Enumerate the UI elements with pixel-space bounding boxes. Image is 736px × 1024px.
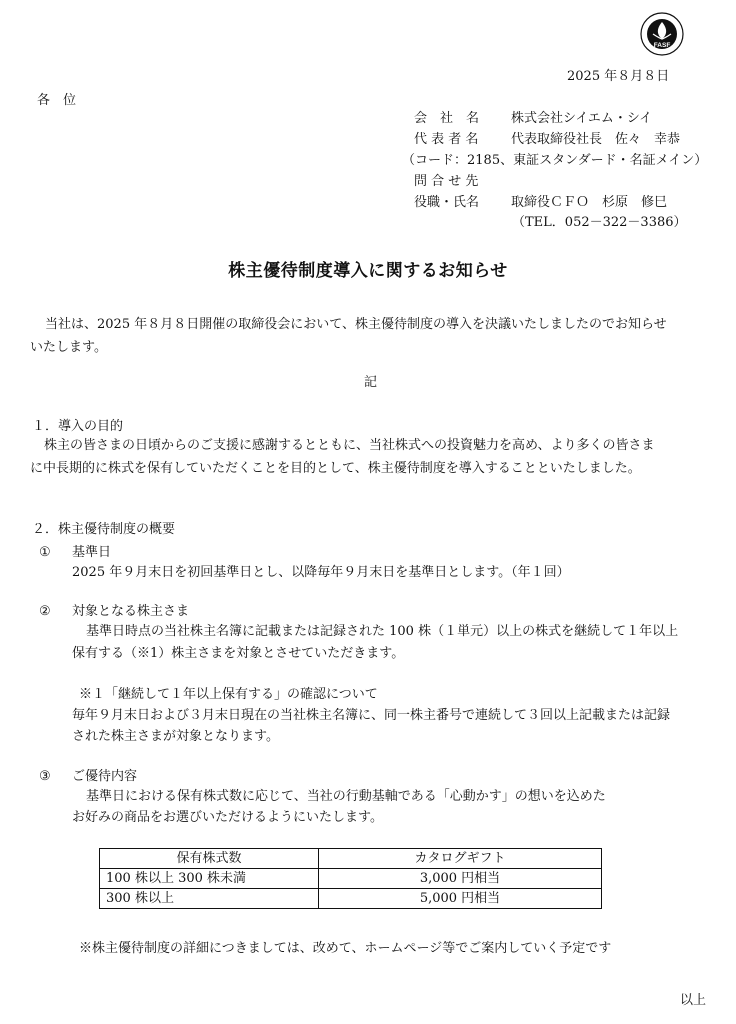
recipient: 各 位 — [37, 93, 77, 108]
table-cell: 300 株以上 — [100, 889, 319, 909]
table-cell: 5,000 円相当 — [319, 889, 602, 909]
svg-text:FASF: FASF — [653, 42, 671, 49]
table-cell: 100 株以上 300 株未満 — [100, 869, 319, 889]
table-header: 保有株式数 — [100, 849, 319, 869]
position-label: 役職・氏名 — [414, 195, 480, 210]
table-cell: 3,000 円相当 — [319, 869, 602, 889]
end-marker: 以上 — [680, 993, 707, 1008]
representative-label: 代 表 者 名 — [414, 132, 479, 147]
item1-number: ① — [39, 545, 51, 560]
contact-person: 取締役ＣＦＯ 杉原 修巳 — [511, 195, 668, 210]
contact-label: 問 合 せ 先 — [414, 174, 479, 189]
section1-line-2: に中長期的に株式を保有していただくことを目的として、株主優待制度を導入することといたしました。 — [30, 461, 641, 476]
item2-title: 対象となる株主さま — [72, 604, 190, 619]
item2-line-2: 保有する（※1）株主さまを対象とさせていただきます。 — [72, 646, 405, 661]
item3-title: ご優待内容 — [72, 769, 138, 784]
item2-number: ② — [39, 604, 51, 619]
table-row — [100, 869, 602, 889]
fasf-logo — [640, 12, 684, 56]
item3-number: ③ — [39, 769, 51, 784]
date: 2025 年８月８日 — [567, 69, 670, 84]
ki-marker: 記 — [364, 375, 378, 390]
company-name: 株式会社シイエム・シイ — [511, 111, 653, 126]
footnote: ※株主優待制度の詳細につきましては、改めて、ホームページ等でご案内していく予定です — [79, 941, 612, 956]
note-line-2: された株主さまが対象となります。 — [72, 729, 279, 744]
company-name-label: 会 社 名 — [414, 111, 480, 126]
section2-heading: ２．株主優待制度の概要 — [32, 522, 176, 537]
item2-line-1: 基準日時点の当社株主名簿に記載または記録された 100 株（１単元）以上の株式を継続して１年以上 — [86, 624, 679, 639]
document-title: 株主優待制度導入に関するお知らせ — [228, 261, 508, 281]
representative: 代表取締役社長 佐々 幸恭 — [511, 132, 681, 147]
item1-text: 2025 年９月末日を初回基準日とし、以降毎年９月末日を基準日とします。（年１回） — [72, 565, 570, 580]
telephone: （TEL．052－322－3386） — [512, 215, 687, 230]
table-header-row — [100, 849, 602, 869]
item1-title: 基準日 — [72, 545, 112, 560]
benefits-table — [99, 848, 602, 909]
table-header: カタログギフト — [319, 849, 602, 869]
note-line-1: 毎年９月末日および３月末日現在の当社株主名簿に、同一株主番号で連続して３回以上記載または記録 — [72, 708, 671, 723]
note-title: ※１「継続して１年以上保有する」の確認について — [79, 687, 378, 702]
section1-heading: １．導入の目的 — [32, 419, 124, 434]
table-row — [100, 889, 602, 909]
intro-line-2: いたします。 — [30, 340, 107, 355]
item3-line-2: お好みの商品をお選びいただけるようにいたします。 — [72, 810, 383, 825]
intro-line-1: 当社は、2025 年８月８日開催の取締役会において、株主優待制度の導入を決議いたしましたのでお知らせ — [45, 317, 667, 332]
item3-line-1: 基準日における保有株式数に応じて、当社の行動基軸である「心動かす」の想いを込めた — [86, 789, 606, 804]
stock-code: （コード：2185、東証スタンダード・名証メイン） — [402, 153, 708, 168]
section1-line-1: 株主の皆さまの日頃からのご支援に感謝するとともに、当社株式への投資魅力を高め、より多くの皆さま — [44, 438, 655, 453]
